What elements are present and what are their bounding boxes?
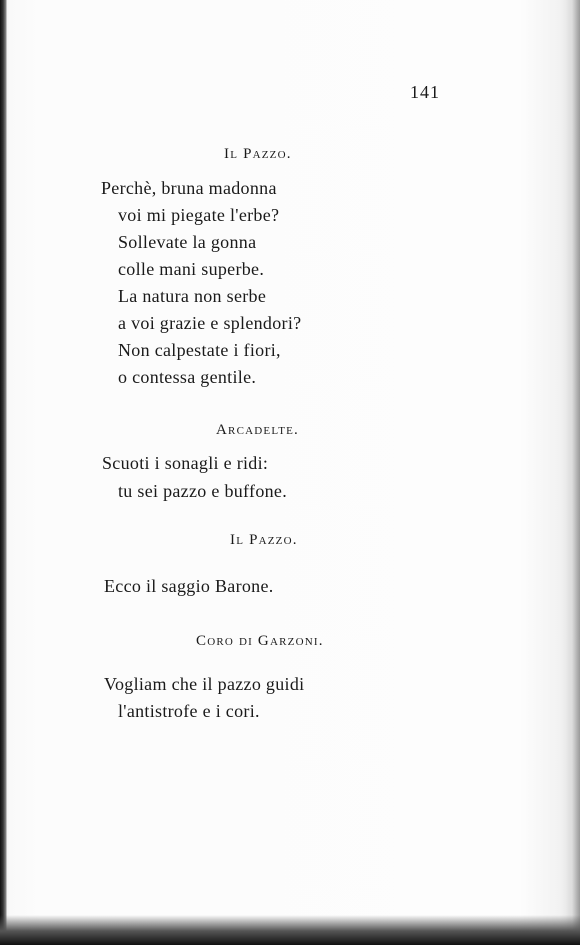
page-number: 141 bbox=[410, 82, 440, 102]
speaker-heading: Arcadelte. bbox=[216, 422, 300, 438]
verse-line: Vogliam che il pazzo guidi bbox=[104, 674, 305, 694]
bottom-page-edge-shadow bbox=[0, 915, 580, 945]
speaker-heading: Il Pazzo. bbox=[224, 146, 292, 162]
verse-line: colle mani superbe. bbox=[118, 259, 265, 279]
verse-line: tu sei pazzo e buffone. bbox=[118, 481, 288, 501]
verse-line: Scuoti i sonagli e ridi: bbox=[102, 453, 269, 473]
verse-line: Perchè, bruna madonna bbox=[101, 178, 277, 198]
speaker-heading: Il Pazzo. bbox=[230, 532, 298, 548]
verse-line: o contessa gentile. bbox=[118, 367, 257, 387]
verse-line: voi mi piegate l'erbe? bbox=[118, 205, 280, 225]
verse-line: l'antistrofe e i cori. bbox=[118, 701, 260, 721]
verse-line: Ecco il saggio Barone. bbox=[104, 576, 274, 596]
speaker-heading: Coro di Garzoni. bbox=[196, 633, 324, 649]
verse-line: La natura non serbe bbox=[118, 286, 267, 306]
right-page-edge-shadow bbox=[566, 0, 580, 945]
verse-line: Non calpestate i fiori, bbox=[118, 340, 281, 360]
verse-line: a voi grazie e splendori? bbox=[118, 313, 302, 333]
verse-line: Sollevate la gonna bbox=[118, 232, 257, 252]
left-page-edge-shadow bbox=[0, 0, 7, 945]
